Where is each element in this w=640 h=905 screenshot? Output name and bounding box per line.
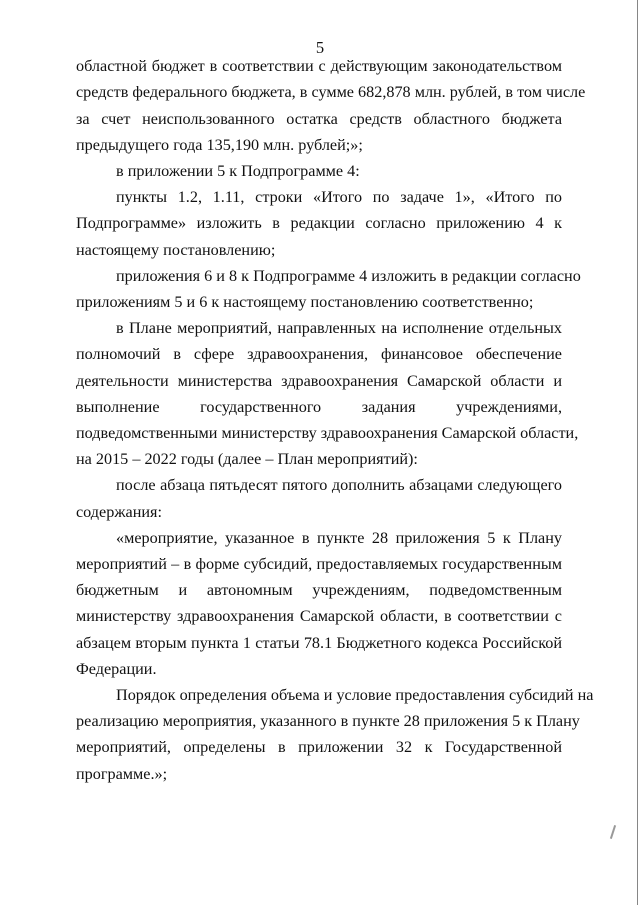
text-line: в приложении 5 к Подпрограмме 4: xyxy=(116,162,360,180)
scan-edge xyxy=(637,0,638,905)
text-line: в Плане мероприятий, направленных на исполнение отдельных xyxy=(116,319,562,337)
text-line: мероприятий – в форме субсидий, предоставляемых государственным xyxy=(76,555,562,573)
page-number: 5 xyxy=(315,38,325,57)
text-line: приложениям 5 и 6 к настоящему постановлению соответственно; xyxy=(76,293,534,311)
text-line: выполнение государственного задания учреждениями, xyxy=(76,398,562,416)
scan-mark xyxy=(610,825,616,839)
text-line: Порядок определения объема и условие предоставления субсидий на xyxy=(116,686,594,704)
text-line: программе.»; xyxy=(76,765,168,783)
text-line: приложения 6 и 8 к Подпрограмме 4 изложить в редакции согласно xyxy=(116,267,581,285)
text-line: настоящему постановлению; xyxy=(76,241,276,259)
text-line: деятельности министерства здравоохранения Самарской области и xyxy=(76,372,562,390)
text-line: средств федерального бюджета, в сумме 682,878 млн. рублей, в том числе xyxy=(76,83,586,101)
text-line: содержания: xyxy=(76,503,162,521)
text-line: Федерации. xyxy=(76,660,157,678)
text-line: предыдущего года 135,190 млн. рублей;»; xyxy=(76,136,363,154)
text-line: на 2015 – 2022 годы (далее – План мероприятий): xyxy=(76,450,418,468)
text-line: абзацем вторым пункта 1 статьи 78.1 Бюджетного кодекса Российской xyxy=(76,634,562,652)
text-line: мероприятий, определены в приложении 32 к Государственной xyxy=(76,738,562,756)
text-line: областной бюджет в соответствии с действующим законодательством xyxy=(76,57,562,75)
text-line: подведомственными министерству здравоохранения Самарской области, xyxy=(76,424,579,442)
text-line: реализацию мероприятия, указанного в пункте 28 приложения 5 к Плану xyxy=(76,712,580,730)
text-line: Подпрограмме» изложить в редакции согласно приложению 4 к xyxy=(76,214,562,232)
text-line: после абзаца пятьдесят пятого дополнить абзацами следующего xyxy=(116,476,562,494)
text-line: за счет неиспользованного остатка средств областного бюджета xyxy=(76,110,562,128)
text-line: «мероприятие, указанное в пункте 28 приложения 5 к Плану xyxy=(116,529,562,547)
text-line: пункты 1.2, 1.11, строки «Итого по задаче 1», «Итого по xyxy=(116,188,562,206)
text-line: министерству здравоохранения Самарской области, в соответствии с xyxy=(76,607,562,625)
text-line: бюджетным и автономным учреждениям, подведомственным xyxy=(76,581,562,599)
text-line: полномочий в сфере здравоохранения, финансовое обеспечение xyxy=(76,345,562,363)
